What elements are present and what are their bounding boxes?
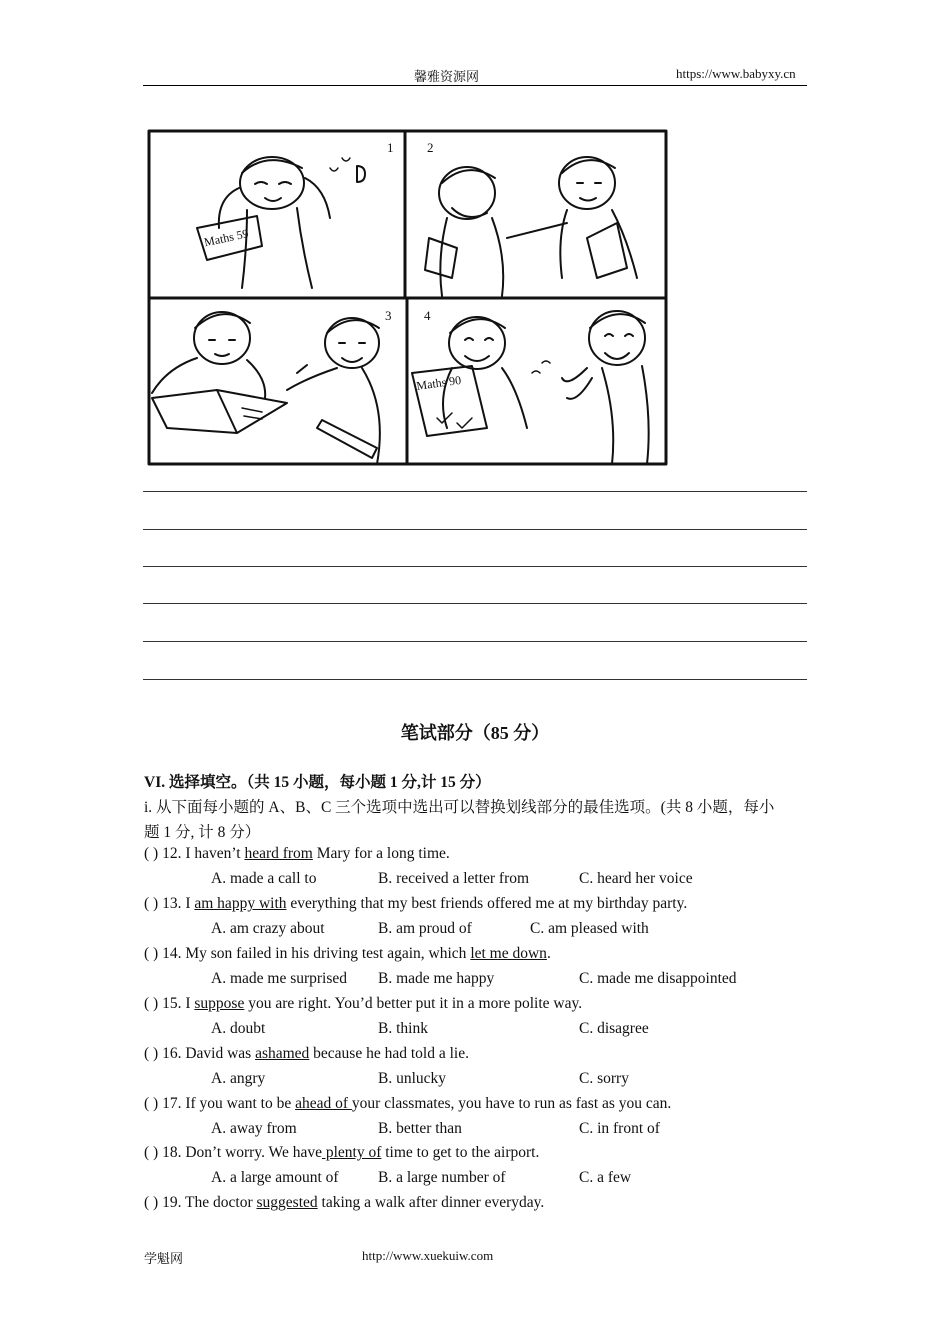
option-b[interactable]: B. a large number of bbox=[378, 1169, 506, 1186]
writing-line[interactable] bbox=[143, 641, 807, 642]
panel-number-1: 1 bbox=[387, 140, 394, 155]
option-b[interactable]: B. unlucky bbox=[378, 1070, 447, 1087]
comic-strip bbox=[147, 128, 669, 466]
option-c[interactable]: C. disagree bbox=[579, 1020, 649, 1037]
underlined-phrase: am happy with bbox=[194, 895, 287, 912]
option-a[interactable]: A. doubt bbox=[211, 1020, 266, 1037]
option-a[interactable]: A. made me surprised bbox=[211, 970, 348, 987]
comic-panel-3 bbox=[152, 308, 392, 464]
writing-line[interactable] bbox=[143, 603, 807, 604]
option-c[interactable]: C. heard her voice bbox=[579, 870, 693, 887]
question-19: ( ) 19. The doctor suggested taking a walk after dinner everyday. bbox=[144, 1194, 545, 1211]
comic-panel-1 bbox=[197, 140, 394, 288]
option-c[interactable]: C. made me disappointed bbox=[579, 970, 737, 987]
underlined-phrase: let me down bbox=[470, 945, 547, 962]
header-site-name: 馨雅资源网 bbox=[414, 69, 480, 84]
option-a[interactable]: A. a large amount of bbox=[211, 1169, 339, 1186]
option-a[interactable]: A. made a call to bbox=[211, 870, 317, 887]
comic-panel-2 bbox=[425, 140, 637, 296]
instruction-line-2: 题 1 分, 计 8 分） bbox=[144, 824, 261, 841]
writing-line[interactable] bbox=[143, 491, 807, 492]
option-c[interactable]: C. a few bbox=[579, 1169, 632, 1186]
footer-site-name: 学魁网 bbox=[144, 1251, 184, 1266]
option-b[interactable]: B. think bbox=[378, 1020, 428, 1037]
header-divider bbox=[143, 85, 807, 86]
header-url[interactable]: https://www.babyxy.cn bbox=[676, 66, 796, 81]
footer-url[interactable]: http://www.xuekuiw.com bbox=[362, 1248, 494, 1263]
option-c[interactable]: C. in front of bbox=[579, 1120, 660, 1137]
option-b[interactable]: B. am proud of bbox=[378, 920, 472, 937]
option-c[interactable]: C. sorry bbox=[579, 1070, 629, 1087]
comic-panel-4 bbox=[412, 308, 649, 464]
comic-paper-maths-59: Maths 59 bbox=[202, 226, 250, 250]
part-heading: VI. 选择填空。（共 15 小题，每小题 1 分,计 15 分） bbox=[144, 774, 491, 791]
underlined-phrase: heard from bbox=[244, 845, 313, 862]
writing-line[interactable] bbox=[143, 566, 807, 567]
panel-number-3: 3 bbox=[385, 308, 392, 323]
underlined-phrase: ashamed bbox=[255, 1045, 310, 1062]
instruction-line-1: i. 从下面每小题的 A、B、C 三个选项中选出可以替换划线部分的最佳选项。(共 8 小题，每小 bbox=[144, 799, 775, 816]
question-15: ( ) 15. I suppose you are right. You’d better put it in a more polite way. bbox=[144, 995, 583, 1012]
comic-paper-maths-90: Maths 90 bbox=[415, 372, 462, 393]
section-title: 笔试部分（85 分） bbox=[400, 723, 550, 743]
question-16: ( ) 16. David was ashamed because he had told a lie. bbox=[144, 1045, 469, 1062]
underlined-phrase: ahead of bbox=[295, 1095, 352, 1112]
question-13: ( ) 13. I am happy with everything that my best friends offered me at my birthday party. bbox=[144, 895, 688, 912]
underlined-phrase: suggested bbox=[256, 1194, 318, 1211]
option-a[interactable]: A. away from bbox=[211, 1120, 297, 1137]
option-b[interactable]: B. made me happy bbox=[378, 970, 495, 987]
option-c[interactable]: C. am pleased with bbox=[530, 920, 649, 937]
question-18: ( ) 18. Don’t worry. We have plenty of time to get to the airport. bbox=[144, 1144, 540, 1161]
question-17: ( ) 17. If you want to be ahead of your classmates, you have to run as fast as you can. bbox=[144, 1095, 672, 1112]
option-b[interactable]: B. received a letter from bbox=[378, 870, 530, 887]
question-12: ( ) 12. I haven’t heard from Mary for a long time. bbox=[144, 845, 450, 862]
panel-number-2: 2 bbox=[427, 140, 434, 155]
writing-line[interactable] bbox=[143, 679, 807, 680]
underlined-phrase: suppose bbox=[194, 995, 245, 1012]
option-a[interactable]: A. am crazy about bbox=[211, 920, 325, 937]
writing-line[interactable] bbox=[143, 529, 807, 530]
option-a[interactable]: A. angry bbox=[211, 1070, 266, 1087]
underlined-phrase: plenty of bbox=[321, 1144, 382, 1161]
panel-number-4: 4 bbox=[424, 308, 431, 323]
question-14: ( ) 14. My son failed in his driving test again, which let me down. bbox=[144, 945, 551, 962]
option-b[interactable]: B. better than bbox=[378, 1120, 462, 1137]
